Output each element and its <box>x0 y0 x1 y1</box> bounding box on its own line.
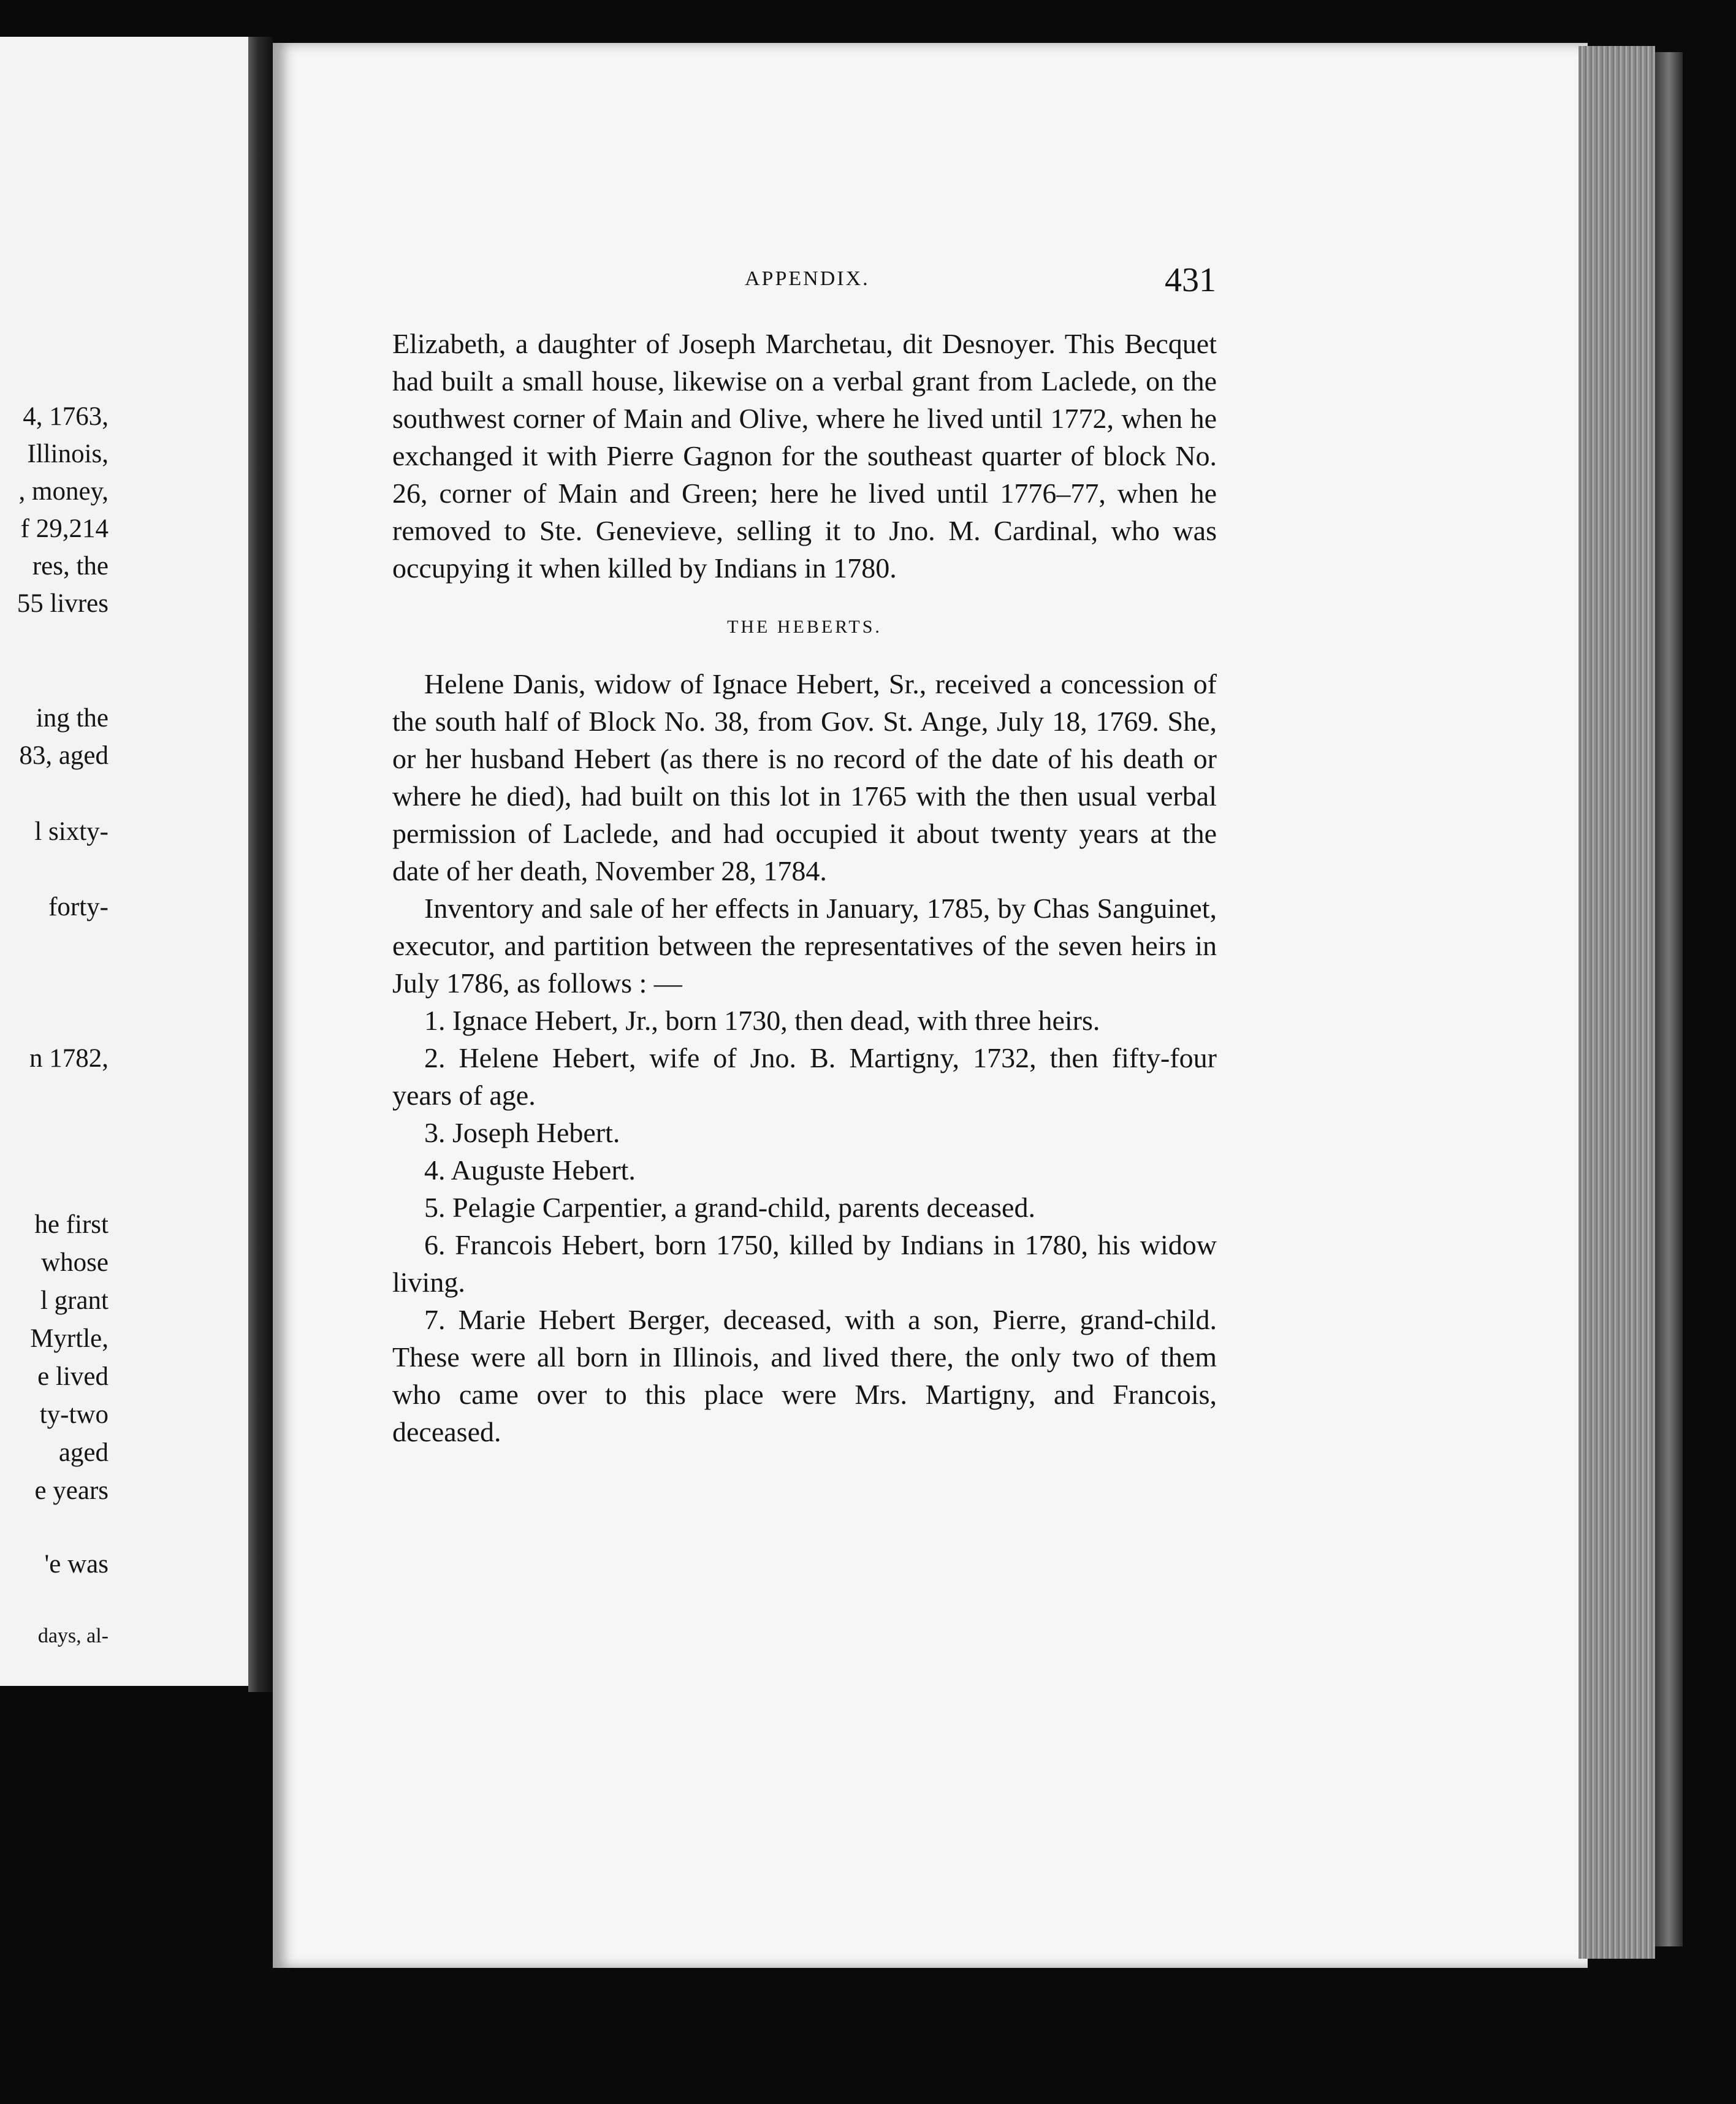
heir-list-item: 3. Joseph Hebert. <box>424 1117 620 1148</box>
left-page-line: l sixty- <box>34 817 108 846</box>
left-page-line: e years <box>34 1476 108 1505</box>
left-page-line: Illinois, <box>27 440 108 468</box>
heir-list-item: 5. Pelagie Carpentier, a grand-child, parents deceased. <box>424 1192 1035 1223</box>
left-page-line: 55 livres <box>17 589 108 618</box>
running-head: APPENDIX. <box>745 267 870 290</box>
heir-list-item: 2. Helene Hebert, wife of Jno. B. Martigny, 1732, then fifty-four years of age. <box>392 1042 1217 1111</box>
left-page-line: e lived <box>37 1362 108 1391</box>
left-page-line: f 29,214 <box>20 514 108 543</box>
heir-list-item: 7. Marie Hebert Berger, deceased, with a son, Pierre, grand-child. These were all born in Illinois, and lived there, the only two of them who came over to this place were Mrs. Martigny, and Francois, deceased. <box>392 1304 1217 1447</box>
main-text-block <box>392 325 1217 1450</box>
left-page-line: forty- <box>48 893 108 921</box>
left-page-line: n 1782, <box>29 1044 108 1073</box>
body-paragraph: Helene Danis, widow of Ignace Hebert, Sr., received a concession of the south half of Block No. 38, from Gov. St. Ange, July 18, 1769. She, or her husband Hebert (as there is no record of the date of his death or where he died), had built on this lot in 1765 with the then usual verbal permission of Laclede, and had occupied it about twenty years at the date of her death, November 28, 1784. <box>392 668 1217 886</box>
left-page <box>0 37 248 1686</box>
opening-paragraph: Elizabeth, a daughter of Joseph Marchetau, dit Desnoyer. This Becquet had built a small house, likewise on a verbal grant from Laclede, on the southwest corner of Main and Olive, where he lived until 1772, when he exchanged it with Pierre Gagnon for the southeast quarter of block No. 26, corner of Main and Green; here he lived until 1776–77, when he removed to Ste. Genevieve, selling it to Jno. M. Cardinal, who was occupying it when killed by Indians in 1780. <box>392 328 1217 584</box>
left-page-line: , money, <box>18 477 108 506</box>
page-number: 431 <box>1165 261 1216 299</box>
left-page-line: ing the <box>36 704 108 733</box>
left-page-line: res, the <box>32 552 108 581</box>
left-page-line: 83, aged <box>19 741 108 770</box>
book-cover-edge <box>1655 52 1683 1946</box>
left-page-line: aged <box>58 1438 108 1467</box>
heir-list-item: 6. Francois Hebert, born 1750, killed by Indians in 1780, his widow living. <box>392 1229 1217 1298</box>
section-heading: THE HEBERTS. <box>727 617 882 637</box>
page-edges <box>1578 46 1655 1959</box>
heir-list-item: 4. Auguste Hebert. <box>424 1154 636 1186</box>
left-page-line: 'e was <box>44 1550 108 1579</box>
left-page-line: l grant <box>40 1286 108 1315</box>
book-gutter <box>248 37 273 1692</box>
left-page-line: whose <box>41 1248 108 1277</box>
left-page-line: Myrtle, <box>30 1324 108 1353</box>
heir-list-item: 1. Ignace Hebert, Jr., born 1730, then dead, with three heirs. <box>424 1005 1100 1036</box>
left-page-line: he first <box>34 1210 108 1239</box>
left-page-line: ty-two <box>39 1400 108 1429</box>
left-page-line: 4, 1763, <box>23 402 108 431</box>
left-page-footnote-line: days, al- <box>37 1625 108 1647</box>
body-paragraph: Inventory and sale of her effects in January, 1785, by Chas Sanguinet, executor, and partition between the representatives of the seven heirs in July 1786, as follows : — <box>392 893 1217 999</box>
